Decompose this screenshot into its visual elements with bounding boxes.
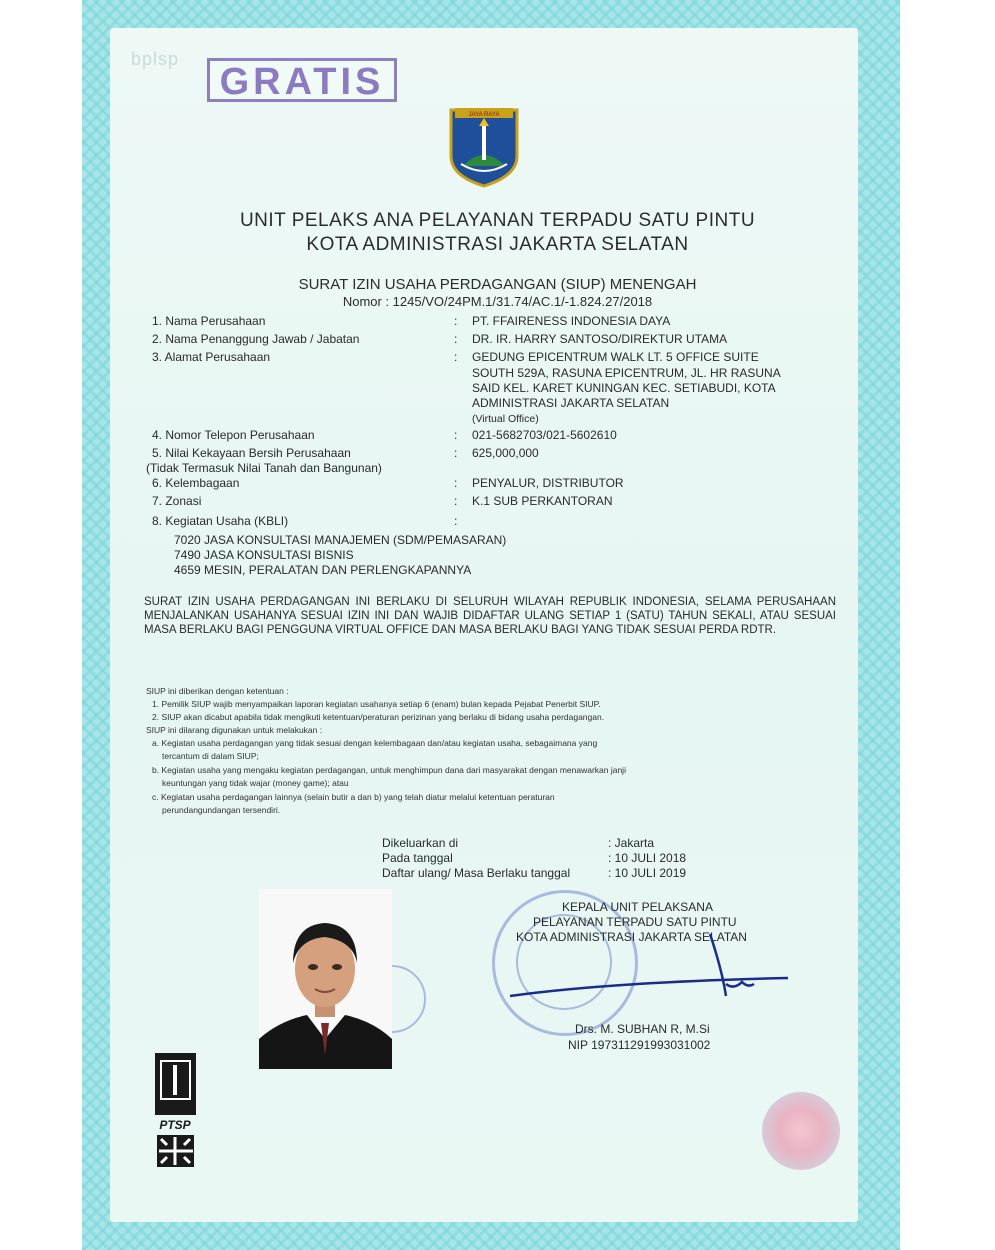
person-portrait-icon (259, 889, 392, 1069)
colon: : (454, 314, 458, 328)
field-value-zoning: K.1 SUB PERKANTORAN (472, 494, 613, 508)
provision-line: a. Kegiatan usaha perdagangan yang tidak sesuai dengan kelembagaan dan/atau kegiatan usaha, sebagaimana yang (152, 738, 598, 748)
hologram-sticker-icon (762, 1092, 840, 1170)
field-value-company-name: PT. FFAIRENESS INDONESIA DAYA (472, 314, 671, 328)
ptsp-logo-icon (153, 1053, 198, 1173)
holder-photo (259, 889, 392, 1069)
provision-line: 1. Pemilik SIUP wajib menyampaikan laporan kegiatan usahanya setiap 6 (enam) bulan kepada Pejabat Penerbit SIUP. (152, 699, 601, 709)
kbli-item: 7490 JASA KONSULTASI BISNIS (174, 548, 354, 562)
colon: : (454, 350, 458, 364)
field-label-net-worth: 5. Nilai Kekayaan Bersih Perusahaan (152, 446, 351, 460)
field-label-zoning: 7. Zonasi (152, 494, 202, 508)
provision-line: keuntungan yang tidak wajar (money game); atau (162, 778, 349, 788)
crest-label: JAYA RAYA (468, 112, 500, 118)
colon: : (454, 476, 458, 490)
signatory-nip: NIP 197311291993031002 (568, 1038, 711, 1052)
field-value-address-note: (Virtual Office) (472, 413, 539, 425)
watermark-text: bplsp (131, 49, 180, 69)
issued-date-label: Pada tanggal (382, 851, 453, 865)
kbli-item: 7020 JASA KONSULTASI MANAJEMEN (SDM/PEMASARAN) (174, 533, 507, 547)
validity-paragraph: SURAT IZIN USAHA PERDAGANGAN INI BERLAKU DI SELURUH WILAYAH REPUBLIK INDONESIA, SELAMA PERUSAHAAN MENJALANKAN USAHANYA SESUAI IZIN INI DAN WAJIB DIDAFTAR ULANG SETIAP 1 (SATU) TAHUN SEKALI, ATAU SESUAI MASA BERLAKU BAGI PENGGUNA VIRTUAL OFFICE DAN MASA BERLAKU BAGI YANG TIDAK SESUAI PERDA RDTR. (144, 596, 836, 636)
provision-line: b. Kegiatan usaha yang mengaku kegiatan perdagangan, untuk menghimpun dana dari masyarakat dengan menawarkan janji (152, 765, 626, 775)
signatory-title-line: KEPALA UNIT PELAKSANA (562, 900, 713, 914)
ptsp-label: PTSP (159, 1118, 191, 1132)
colon: : (454, 494, 458, 508)
document-number: Nomor : 1245/VO/24PM.1/31.74/AC.1/-1.824.27/2018 (342, 294, 653, 309)
provision-line: 2. SIUP akan dicabut apabila tidak mengikuti ketentuan/peraturan perizinan yang berlaku di bidang usaha perdagangan. (152, 712, 605, 722)
issued-date-value: : 10 JULI 2018 (608, 851, 687, 865)
field-value-net-worth: 625,000,000 (472, 446, 539, 460)
issued-at-label: Dikeluarkan di (382, 836, 459, 850)
office-heading-line1: UNIT PELAKS ANA PELAYANAN TERPADU SATU PINTU (239, 210, 756, 231)
field-value-address-line: SOUTH 529A, RASUNA EPICENTRUM, JL. HR RASUNA (472, 366, 781, 380)
provision-line: perundangundangan tersendiri. (162, 805, 281, 815)
field-label-institution: 6. Kelembagaan (152, 476, 240, 490)
field-label-address: 3. Alamat Perusahaan (152, 350, 271, 364)
valid-until-label: Daftar ulang/ Masa Berlaku tanggal (382, 866, 571, 880)
valid-until-value: : 10 JULI 2019 (608, 866, 687, 880)
gratis-stamp: GRATIS (207, 58, 397, 102)
field-value-address-line: ADMINISTRASI JAKARTA SELATAN (472, 396, 670, 410)
field-label-net-worth-note: (Tidak Termasuk Nilai Tanah dan Bangunan) (146, 461, 382, 475)
field-value-address-line: SAID KEL. KARET KUNINGAN KEC. SETIABUDI, KOTA (472, 381, 776, 395)
office-heading-line2: KOTA ADMINISTRASI JAKARTA SELATAN (306, 234, 689, 255)
kbli-item: 4659 MESIN, PERALATAN DAN PERLENGKAPANNYA (174, 563, 472, 577)
jakarta-crest-icon (447, 104, 521, 188)
field-label-person-in-charge: 2. Nama Penanggung Jawab / Jabatan (152, 332, 360, 346)
field-label-kbli: 8. Kegiatan Usaha (KBLI) (152, 514, 289, 528)
document-title: SURAT IZIN USAHA PERDAGANGAN (SIUP) MENENGAH (298, 276, 697, 293)
colon: : (454, 446, 458, 460)
provision-line: SIUP ini dilarang digunakan untuk melakukan : (146, 725, 323, 735)
colon: : (454, 514, 458, 528)
signatory-name: Drs. M. SUBHAN R, M.Si (575, 1022, 710, 1036)
colon: : (454, 428, 458, 442)
signature-icon (490, 930, 790, 1010)
field-value-address-line: GEDUNG EPICENTRUM WALK LT. 5 OFFICE SUITE (472, 350, 759, 364)
field-value-institution: PENYALUR, DISTRIBUTOR (472, 476, 624, 490)
signatory-title-line: KOTA ADMINISTRASI JAKARTA SELATAN (516, 930, 747, 944)
provision-line: SIUP ini diberikan dengan ketentuan : (146, 686, 289, 696)
provision-line: c. Kegiatan usaha perdagangan lainnya (selain butir a dan b) yang telah diatur melalui ketentuan peraturan (152, 792, 555, 802)
field-label-phone: 4. Nomor Telepon Perusahaan (152, 428, 315, 442)
signatory-title-line: PELAYANAN TERPADU SATU PINTU (533, 915, 737, 929)
provision-line: tercantum di dalam SIUP; (162, 751, 259, 761)
field-label-company-name: 1. Nama Perusahaan (152, 314, 266, 328)
field-value-phone: 021-5682703/021-5602610 (472, 428, 617, 442)
issued-at-value: : Jakarta (608, 836, 655, 850)
colon: : (454, 332, 458, 346)
field-value-person-in-charge: DR. IR. HARRY SANTOSO/DIREKTUR UTAMA (472, 332, 728, 346)
